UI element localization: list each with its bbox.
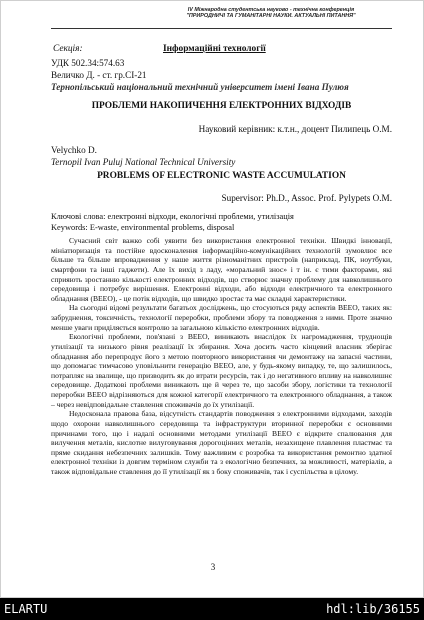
body-text <box>51 236 392 477</box>
paragraph: Сучасний світ важко собі уявити без використання електронної техніки. Швидкі інновації, мініатюризація та постійне вдосконалення інформаційно-комунікаційних технологій зумовлює все більше та більше впровадження у наше життя різноманітних пристроїв (наприклад, ПК, ноутбуки, смартфони та інші гаджети). Але їх вихід з ладу, «моральний знос» і т ін. є тими факторами, які сприяють зростанню кількості електронних відходів, що створює значну проблему для навколишнього середовища і потребує вирішення. Електронні відходи, або відходи електричного та електронного обладнання (ВЕЕО), - це потік відходів, що швидко зростає та має складні характеристики. <box>51 236 392 303</box>
footer-bar <box>0 598 424 620</box>
advisor-ua: Науковий керівник: к.т.н., доцент Пилипець О.М. <box>198 124 392 134</box>
title-ua: ПРОБЛЕМИ НАКОПИЧЕННЯ ЕЛЕКТРОННИХ ВІДХОДІВ <box>91 101 352 111</box>
advisor-en: Supervisor: Ph.D., Assoc. Prof. Pylypets O.M. <box>221 193 392 203</box>
paragraph: Недосконала правова база, відсутність стандартів поводження з електронними відходами, заходів щодо охорони навколишнього середовища та інфраструктури вторинної переробки є основними причинами того, що і надалі основними методами утилізації ВЕЕО є відкрите спалювання для вилучення металів, кислотне вилуговування дорогоцінних металів, незахищене плавлення пластмас та пряме скидання небезпечних залишків. Тому важливим є розробка та використання ремонтно здатної електронної техніки із довгим терміном служби та з екологічно безпечних, за можливості, матеріалів, а також відповідальне ставлення до її утилізації як з боку споживачів, так і суспільства в цілому. <box>51 409 392 476</box>
author-en: Velychko D. <box>51 145 97 155</box>
affiliation-en: Ternopil Ivan Puluj National Technical University <box>51 157 236 167</box>
affiliation-ua: Тернопільський національний технічний університет імені Івана Пулюя <box>51 82 349 92</box>
title-en: PROBLEMS OF ELECTRONIC WASTE ACCUMULATION <box>97 171 346 181</box>
page-number: 3 <box>210 562 216 572</box>
section-line <box>53 44 393 54</box>
keywords-en: Keywords: E-waste, environmental problems, disposal <box>51 223 235 232</box>
header-divider <box>51 28 392 29</box>
section-value: Інформаційні технології <box>163 44 266 54</box>
conference-line-1: IV Міжнародна студентська науково - технічна конференція <box>187 7 355 13</box>
keywords-ua: Ключові слова: електронні відходи, екологічні проблеми, утилізація <box>51 212 294 221</box>
paragraph: Екологічні проблеми, пов'язані з ВЕЕО, виникають внаслідок їх нагромадження, труднощів утилізації та низького рівня реалізації їх збирання. Хоча досить часто кінцевий власник зберігає обладнання або перепродує його з метою повторного використання чи демонтажу на запасні частини, що допомагає тимчасово уповільнити генерацію ВЕЕО, але, у будь-якому випадку, те, що залишилось, потрапляє на звалище, що призводить як до втрати ресурсів, так і до негативного впливу на навколишнє середовище. Додаткові проблеми виникають ще й через те, що засоби збору, логістики та технології переробки ВЕЕО відрізняються для кожної категорії електричного та електронного обладнання, а також – через невідповідальне ставлення споживачів до їх утилізації. <box>51 332 392 409</box>
section-label: Секція: <box>53 44 83 54</box>
author-ua: Величко Д. - ст. гр.СІ-21 <box>51 70 147 80</box>
udc-code: УДК 502.34:574.63 <box>51 58 125 68</box>
conference-line-2: "ПРИРОДНИЧІ ТА ГУМАНІТАРНІ НАУКИ. АКТУАЛЬНІ ПИТАННЯ" <box>186 13 356 20</box>
paragraph: На сьогодні відомі результати багатьох досліджень, що стосуються ряду аспектів ВЕЕО, таких як: забруднення, токсичність, технології переробки, проблеми збору та поводження з ними. Проте значно менше уваги приділяється контролю за загальною кількістю електронних відходів. <box>51 303 392 332</box>
repository-name: ELARTU <box>4 602 48 616</box>
handle-identifier: hdl:lib/36155 <box>326 602 420 616</box>
conference-header <box>121 7 421 20</box>
